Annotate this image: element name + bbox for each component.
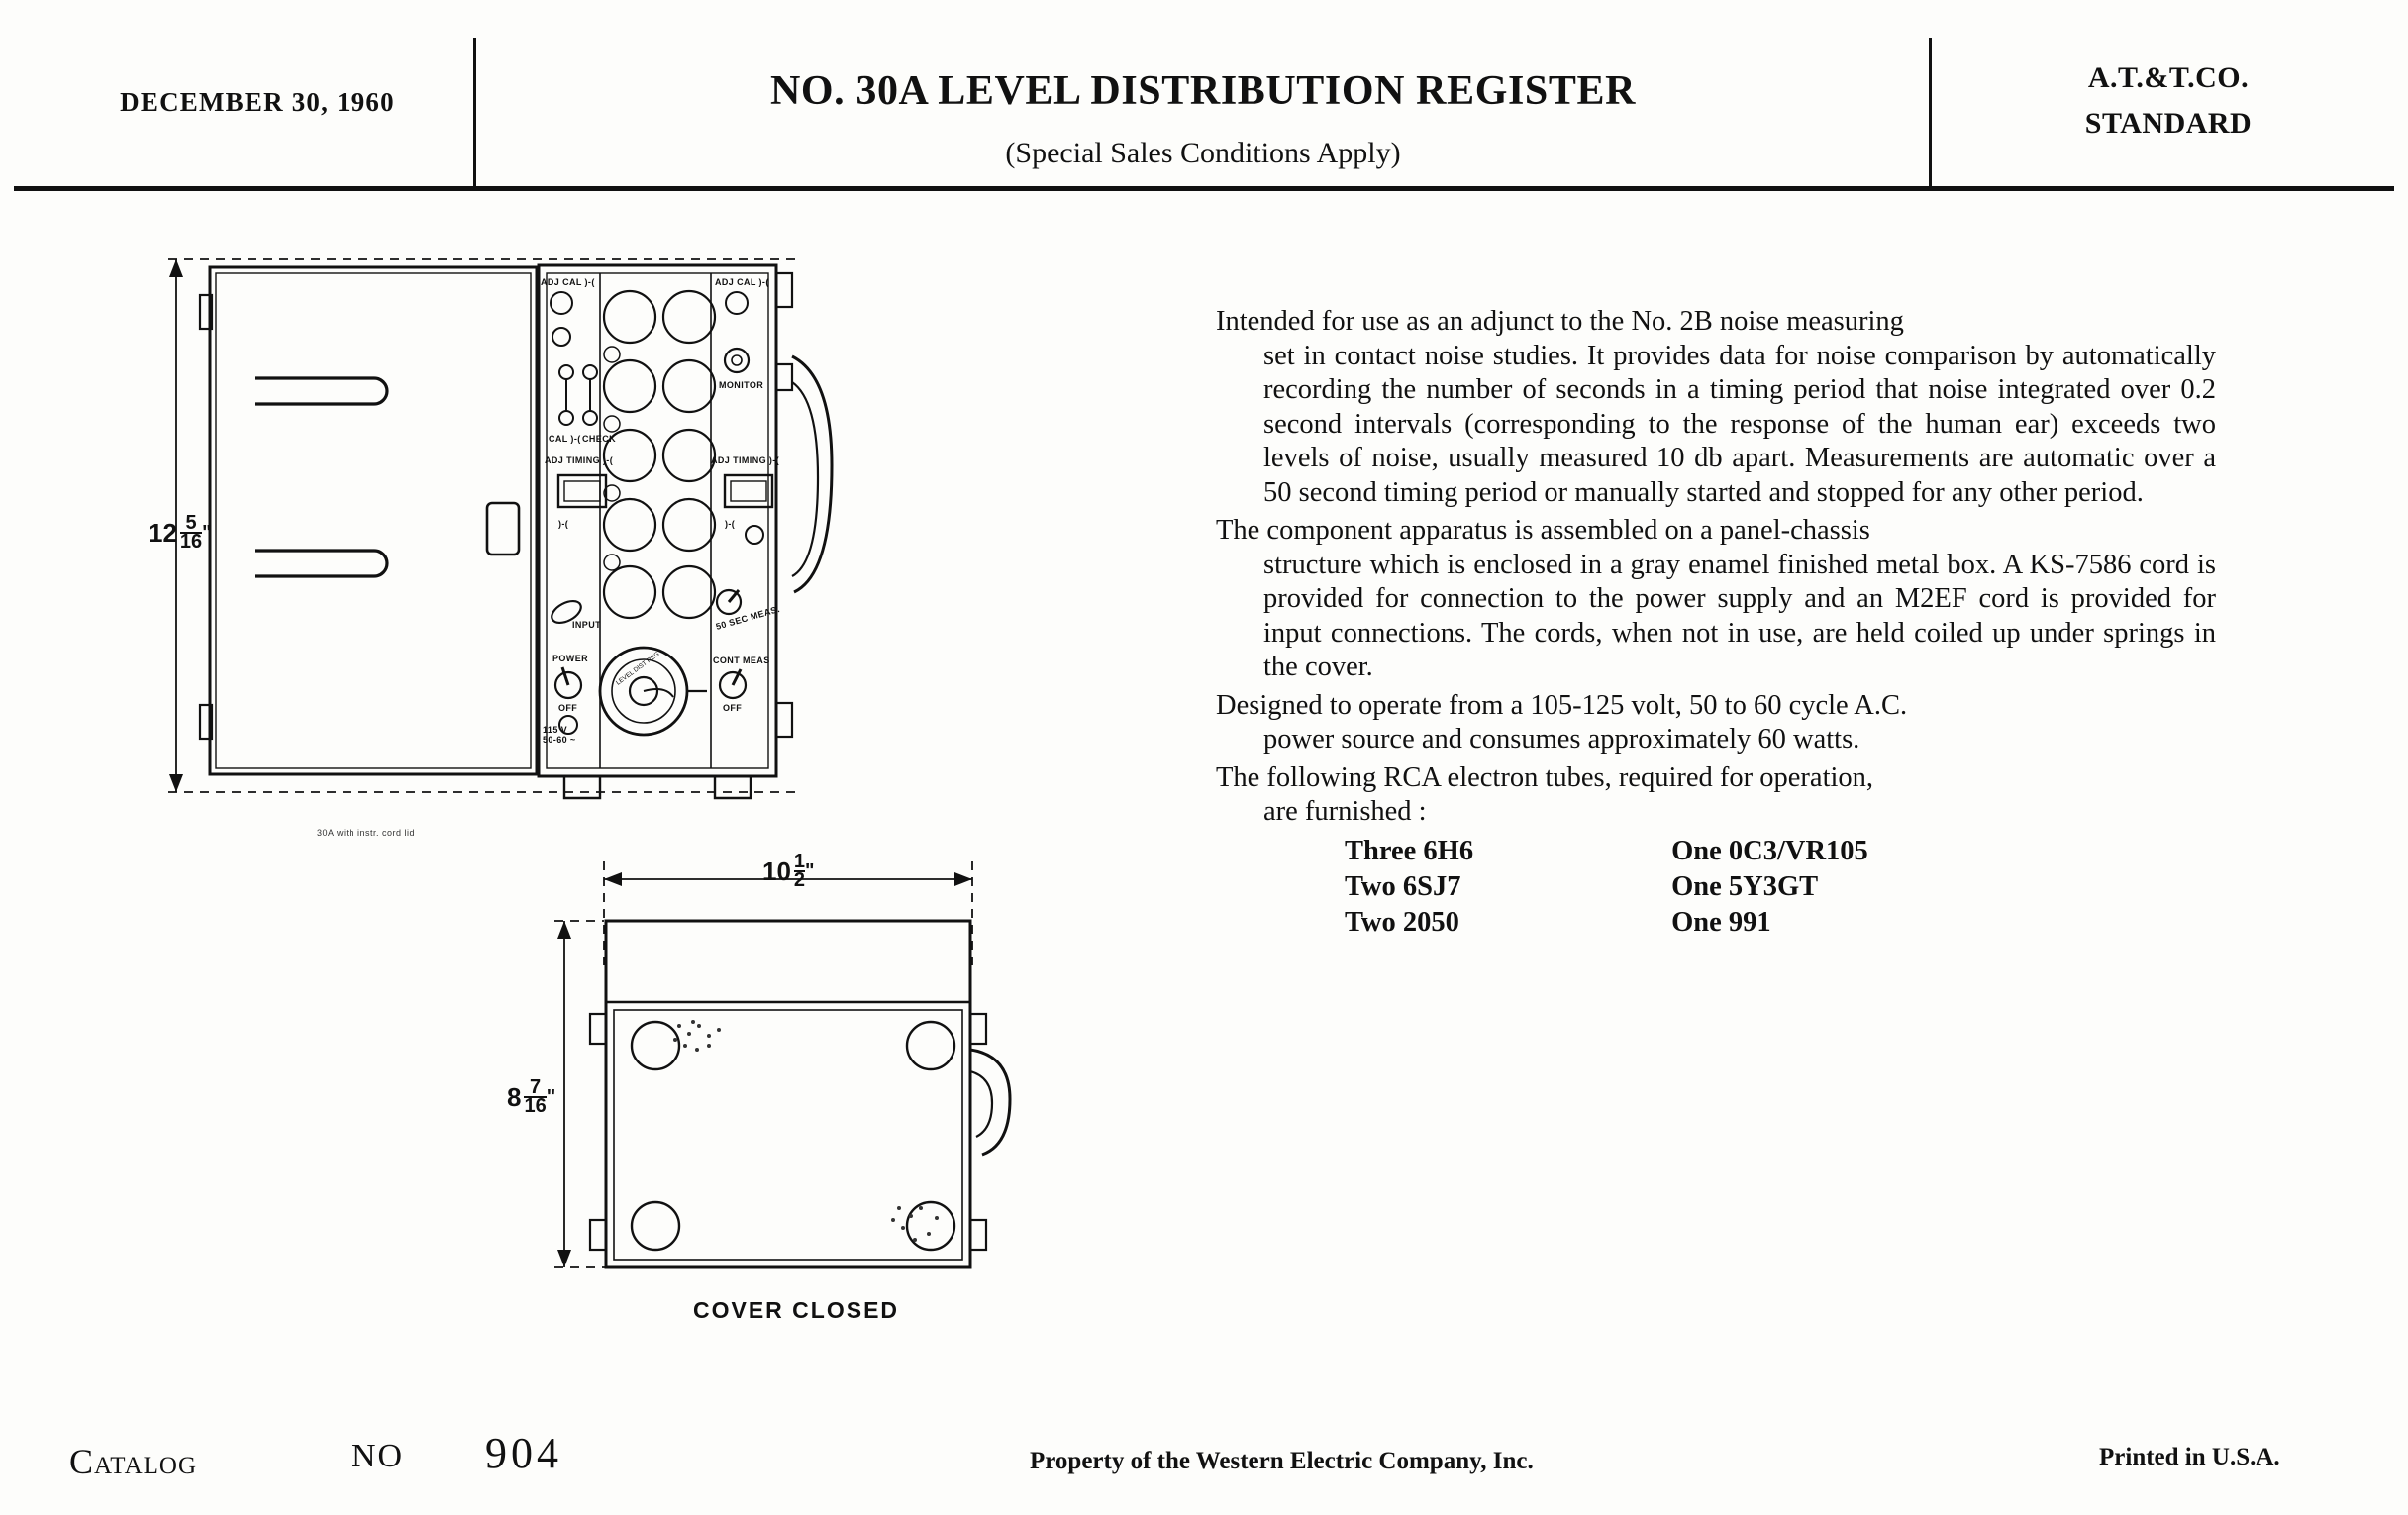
paragraph-3 [1216, 689, 2216, 758]
svg-text:POWER: POWER [552, 654, 589, 663]
paragraph-4-first-line: The following RCA electron tubes, required for operation, [1216, 761, 1874, 793]
page-subtitle: (Special Sales Conditions Apply) [1005, 137, 1401, 169]
svg-text:ADJ TIMING )-(: ADJ TIMING )-( [711, 455, 780, 465]
closed-width-num: 1 [793, 851, 806, 872]
page-title: NO. 30A LEVEL DISTRIBUTION REGISTER [769, 68, 1637, 114]
paragraph-4 [1216, 761, 2216, 830]
closed-height-num: 7 [524, 1079, 546, 1098]
closed-height-whole: 8 [507, 1081, 522, 1112]
svg-text:CAL )-(: CAL )-( [549, 434, 581, 444]
svg-text:50-60 ~: 50-60 ~ [543, 735, 576, 745]
tube-item: Three 6H6 [1345, 835, 1474, 866]
figure-cover-closed [495, 852, 1129, 1297]
tube-item: Two 2050 [1345, 906, 1459, 938]
header-standard: STANDARD [2084, 107, 2253, 140]
svg-text:ADJ CAL )-(: ADJ CAL )-( [715, 277, 769, 287]
paragraph-1-body: set in contact noise studies. It provides data for noise comparison by automatically recording the number of seconds in a timing period that noise integrated over 0.2 second intervals (corresponding to the response of the human ear) exceeds two levels of noise, usually measured 10 db apart. Measurements are automatic over a 50 second timing period or manually started and stopped for any other period. [1263, 340, 2216, 508]
paragraph-3-body: power source and consumes approximately 60 watts. [1263, 724, 1860, 755]
svg-text:LEVEL DIST REG: LEVEL DIST REG [615, 651, 661, 687]
open-height-quote: " [202, 521, 212, 544]
paragraph-1-first-line: Intended for use as an adjunct to the No. 2B noise measuring [1216, 306, 1904, 337]
closed-height-quote: " [546, 1085, 556, 1108]
open-height-whole: 12 [149, 517, 177, 548]
tube-list-right-column [1671, 834, 1868, 941]
svg-text:50 SEC MEAS.: 50 SEC MEAS. [714, 603, 781, 632]
closed-width-quote: " [805, 859, 815, 882]
footer-printed-notice: Printed in U.S.A. [2099, 1444, 2280, 1470]
tube-item: One 0C3/VR105 [1671, 835, 1868, 866]
closed-height-den: 16 [524, 1095, 547, 1117]
footer-property-notice: Property of the Western Electric Company, Inc. [1030, 1448, 1534, 1474]
closed-width-den: 2 [793, 869, 806, 891]
svg-text:INPUT: INPUT [572, 620, 601, 630]
header-company: A.T.&T.CO. [2087, 61, 2250, 94]
open-view-height-dim [149, 512, 212, 553]
paragraph-3-first-line: Designed to operate from a 105-125 volt, 50 to 60 cycle A.C. [1216, 689, 1908, 721]
footer-catalog-label: Catalog [69, 1442, 197, 1481]
open-height-num: 5 [180, 515, 202, 534]
svg-text:CONT MEAS: CONT MEAS [713, 656, 770, 665]
tube-item: One 991 [1671, 906, 1771, 938]
footer-no-label: NO [351, 1438, 405, 1474]
description-column [1216, 305, 2216, 941]
header-divider-left [473, 38, 476, 186]
closed-width-whole: 10 [762, 856, 791, 886]
paragraph-2-first-line: The component apparatus is assembled on a panel-chassis [1216, 515, 1870, 546]
svg-text:OFF: OFF [723, 703, 743, 713]
svg-text:)-(: )-( [558, 519, 569, 529]
header-rule [14, 186, 2394, 191]
tube-list-left-column [1345, 834, 1473, 941]
page-header [0, 0, 2408, 188]
open-view-note: 30A with instr. cord lid [317, 828, 416, 838]
header-divider-right [1929, 38, 1932, 186]
svg-text:MONITOR: MONITOR [719, 380, 764, 390]
figure-open-view [139, 238, 1129, 832]
paragraph-4-body: are furnished : [1263, 796, 1427, 827]
paragraph-2-body: structure which is enclosed in a gray enamel finished metal box. A KS-7586 cord is provided for connection to the power supply and an M2EF cord is provided for input connections. The cords, when not in use, are held coiled up under springs in the cover. [1263, 549, 2216, 682]
tube-item: One 5Y3GT [1671, 870, 1819, 902]
footer-catalog-number: 904 [485, 1429, 562, 1477]
tube-list [1216, 834, 2216, 941]
svg-text:OFF: OFF [558, 703, 578, 713]
svg-text:ADJ TIMING )-(: ADJ TIMING )-( [545, 455, 614, 465]
paragraph-2 [1216, 514, 2216, 685]
svg-text:ADJ CAL )-(: ADJ CAL )-( [541, 277, 595, 287]
svg-text:115 V: 115 V [543, 725, 568, 735]
open-height-den: 16 [179, 531, 203, 553]
svg-text:CHECK: CHECK [582, 434, 617, 444]
paragraph-1 [1216, 305, 2216, 510]
tube-item: Two 6SJ7 [1345, 870, 1461, 902]
closed-view-width-dim [762, 851, 815, 891]
closed-view-height-dim [507, 1076, 556, 1117]
figure-caption-cover-closed: COVER CLOSED [693, 1297, 900, 1323]
svg-text:)-(: )-( [725, 519, 736, 529]
header-date: DECEMBER 30, 1960 [120, 87, 395, 117]
